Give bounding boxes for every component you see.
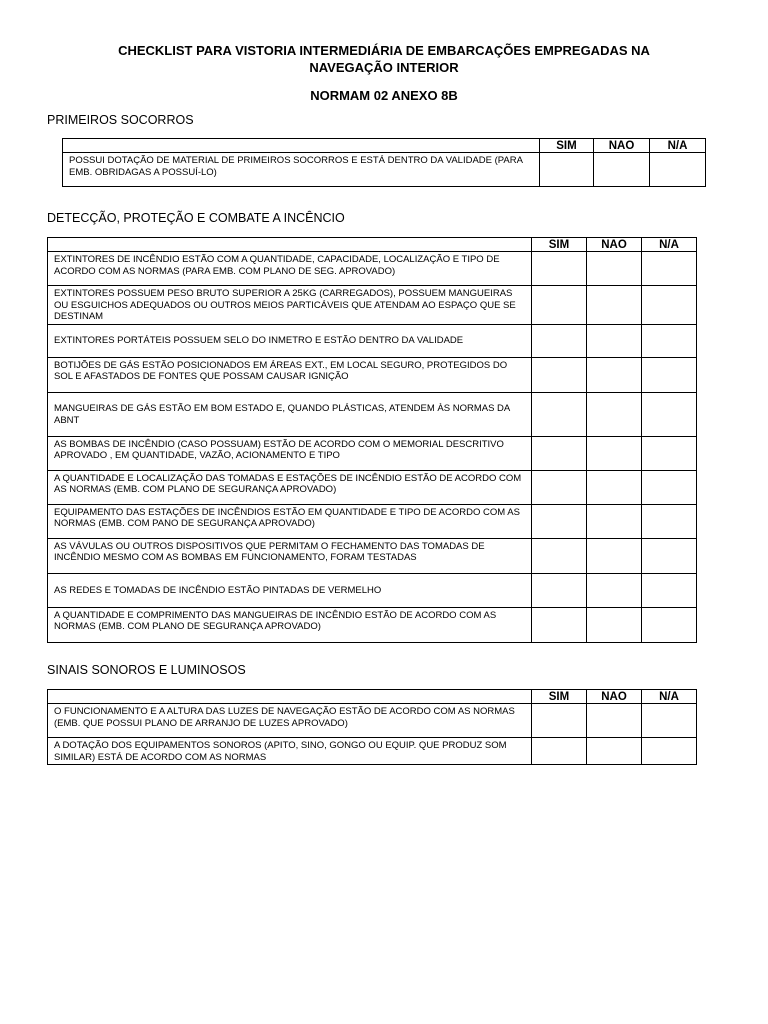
checkbox-sim[interactable] xyxy=(532,704,587,738)
table-row xyxy=(48,607,697,642)
table-row xyxy=(48,324,697,357)
checklist-item-text: POSSUI DOTAÇÃO DE MATERIAL DE PRIMEIROS SOCORROS E ESTÁ DENTRO DA VALIDADE (PARA EMB. OBRIDAGAS A POSSUÍ-LO) xyxy=(63,153,540,187)
checklist-item-text: EXTINTORES PORTÁTEIS POSSUEM SELO DO INMETRO E ESTÃO DENTRO DA VALIDADE xyxy=(48,324,532,357)
checkbox-na[interactable] xyxy=(642,252,697,286)
checkbox-na[interactable] xyxy=(642,436,697,470)
checklist-item-text: EXTINTORES DE INCÊNDIO ESTÃO COM A QUANTIDADE, CAPACIDADE, LOCALIZAÇÃO E TIPO DE ACORDO COM AS NORMAS (PARA EMB. COM PLANO DE SEG. APROVADO) xyxy=(48,252,532,286)
checkbox-na[interactable] xyxy=(642,704,697,738)
checkbox-nao[interactable] xyxy=(587,607,642,642)
checkbox-sim[interactable] xyxy=(532,470,587,504)
checkbox-sim[interactable] xyxy=(532,252,587,286)
checkbox-na[interactable] xyxy=(650,153,706,187)
table-header-row xyxy=(63,139,706,153)
table-row xyxy=(48,357,697,392)
header-blank-cell xyxy=(48,238,532,252)
checklist-table-fire-protection xyxy=(47,237,697,643)
column-header-na: N/A xyxy=(642,238,697,252)
document-title xyxy=(60,42,708,76)
checklist-item-text: O FUNCIONAMENTO E A ALTURA DAS LUZES DE NAVEGAÇÃO ESTÃO DE ACORDO COM AS NORMAS (EMB. QUE POSSUI PLANO DE ARRANJO DE LUZES APROVADO) xyxy=(48,704,532,738)
table-row xyxy=(48,504,697,538)
checklist-item-text: EXTINTORES POSSUEM PESO BRUTO SUPERIOR A 25KG (CARREGADOS), POSSUEM MANGUEIRAS OU ESGUICHOS ADEQUADOS OU OUTROS MEIOS PARTICÁVEIS QUE ATENDAM AO ESPAÇO QUE SE DESTINAM xyxy=(48,286,532,325)
checkbox-na[interactable] xyxy=(642,607,697,642)
checkbox-nao[interactable] xyxy=(587,704,642,738)
column-header-nao: NAO xyxy=(587,238,642,252)
checklist-item-text: A QUANTIDADE E COMPRIMENTO DAS MANGUEIRAS DE INCÊNDIO ESTÃO DE ACORDO COM AS NORMAS (EMB. COM PLANO DE SEGURANÇA APROVADO) xyxy=(48,607,532,642)
checkbox-na[interactable] xyxy=(642,538,697,573)
checkbox-nao[interactable] xyxy=(587,738,642,765)
column-header-sim: SIM xyxy=(532,690,587,704)
checkbox-nao[interactable] xyxy=(587,324,642,357)
checkbox-sim[interactable] xyxy=(532,286,587,325)
checklist-item-text: BOTIJÕES DE GÁS ESTÃO POSICIONADOS EM ÁREAS EXT., EM LOCAL SEGURO, PROTEGIDOS DO SOL E AFASTADOS DE FONTES QUE POSSAM CAUSAR IGNIÇÃO xyxy=(48,357,532,392)
table-row xyxy=(48,573,697,607)
section-heading-first-aid: PRIMEIROS SOCORROS xyxy=(47,113,194,127)
checkbox-na[interactable] xyxy=(642,738,697,765)
checkbox-sim[interactable] xyxy=(532,504,587,538)
checkbox-sim[interactable] xyxy=(532,573,587,607)
checkbox-sim[interactable] xyxy=(532,738,587,765)
checklist-item-text: A QUANTIDADE E LOCALIZAÇÃO DAS TOMADAS E ESTAÇÕES DE INCÊNDIO ESTÃO DE ACORDO COM AS NORMAS (EMB. COM PLANO DE SEGURANÇA APROVADO) xyxy=(48,470,532,504)
checkbox-nao[interactable] xyxy=(587,538,642,573)
checkbox-nao[interactable] xyxy=(587,286,642,325)
checkbox-nao[interactable] xyxy=(587,252,642,286)
checkbox-sim[interactable] xyxy=(532,538,587,573)
section-heading-sound-light-signals: SINAIS SONOROS E LUMINOSOS xyxy=(47,663,246,677)
checkbox-nao[interactable] xyxy=(587,392,642,436)
document-title-line2: NAVEGAÇÃO INTERIOR xyxy=(309,60,459,75)
checklist-item-text: AS BOMBAS DE INCÊNDIO (CASO POSSUAM) ESTÃO DE ACORDO COM O MEMORIAL DESCRITIVO APROVADO , EM QUANTIDADE, VAZÃO, ACIONAMENTO E TIPO xyxy=(48,436,532,470)
checkbox-nao[interactable] xyxy=(587,357,642,392)
header-blank-cell xyxy=(48,690,532,704)
table-row xyxy=(48,252,697,286)
checkbox-na[interactable] xyxy=(642,470,697,504)
column-header-nao: NAO xyxy=(594,139,650,153)
checkbox-nao[interactable] xyxy=(587,470,642,504)
checklist-item-text: MANGUEIRAS DE GÁS ESTÃO EM BOM ESTADO E, QUANDO PLÁSTICAS, ATENDEM ÀS NORMAS DA ABNT xyxy=(48,392,532,436)
checkbox-na[interactable] xyxy=(642,392,697,436)
checkbox-nao[interactable] xyxy=(587,573,642,607)
checklist-item-text: AS VÁVULAS OU OUTROS DISPOSITIVOS QUE PERMITAM O FECHAMENTO DAS TOMADAS DE INCÊNDIO MESMO COM AS BOMBAS EM FUNCIONAMENTO, FORAM TESTADAS xyxy=(48,538,532,573)
table-header-row xyxy=(48,690,697,704)
document-title-line1: CHECKLIST PARA VISTORIA INTERMEDIÁRIA DE EMBARCAÇÕES EMPREGADAS NA xyxy=(118,43,650,58)
header-blank-cell xyxy=(63,139,540,153)
checklist-item-text: A DOTAÇÃO DOS EQUIPAMENTOS SONOROS (APITO, SINO, GONGO OU EQUIP. QUE PRODUZ SOM SIMILAR) ESTÁ DE ACORDO COM AS NORMAS xyxy=(48,738,532,765)
table-row xyxy=(63,153,706,187)
table-row xyxy=(48,470,697,504)
table-row xyxy=(48,738,697,765)
table-row xyxy=(48,392,697,436)
checklist-item-text: AS REDES E TOMADAS DE INCÊNDIO ESTÃO PINTADAS DE VERMELHO xyxy=(48,573,532,607)
column-header-sim: SIM xyxy=(540,139,594,153)
table-header-row xyxy=(48,238,697,252)
checkbox-na[interactable] xyxy=(642,573,697,607)
checklist-table-first-aid xyxy=(62,138,706,187)
checklist-item-text: EQUIPAMENTO DAS ESTAÇÕES DE INCÊNDIOS ESTÃO EM QUANTIDADE E TIPO DE ACORDO COM AS NORMAS (EMB. COM PANO DE SEGURANÇA APROVADO) xyxy=(48,504,532,538)
column-header-na: N/A xyxy=(642,690,697,704)
column-header-sim: SIM xyxy=(532,238,587,252)
checkbox-sim[interactable] xyxy=(532,436,587,470)
checkbox-sim[interactable] xyxy=(532,607,587,642)
table-row xyxy=(48,286,697,325)
checkbox-na[interactable] xyxy=(642,286,697,325)
checkbox-na[interactable] xyxy=(642,324,697,357)
checkbox-sim[interactable] xyxy=(532,324,587,357)
column-header-nao: NAO xyxy=(587,690,642,704)
checkbox-na[interactable] xyxy=(642,504,697,538)
checklist-table-sound-light-signals xyxy=(47,689,697,765)
document-subtitle: NORMAM 02 ANEXO 8B xyxy=(310,88,458,103)
section-heading-fire-protection: DETECÇÃO, PROTEÇÃO E COMBATE A INCÊNCIO xyxy=(47,211,345,225)
column-header-na: N/A xyxy=(650,139,706,153)
checkbox-sim[interactable] xyxy=(540,153,594,187)
table-row xyxy=(48,436,697,470)
table-row xyxy=(48,704,697,738)
checkbox-sim[interactable] xyxy=(532,392,587,436)
checkbox-na[interactable] xyxy=(642,357,697,392)
checkbox-nao[interactable] xyxy=(594,153,650,187)
checkbox-sim[interactable] xyxy=(532,357,587,392)
table-row xyxy=(48,538,697,573)
checkbox-nao[interactable] xyxy=(587,436,642,470)
checkbox-nao[interactable] xyxy=(587,504,642,538)
